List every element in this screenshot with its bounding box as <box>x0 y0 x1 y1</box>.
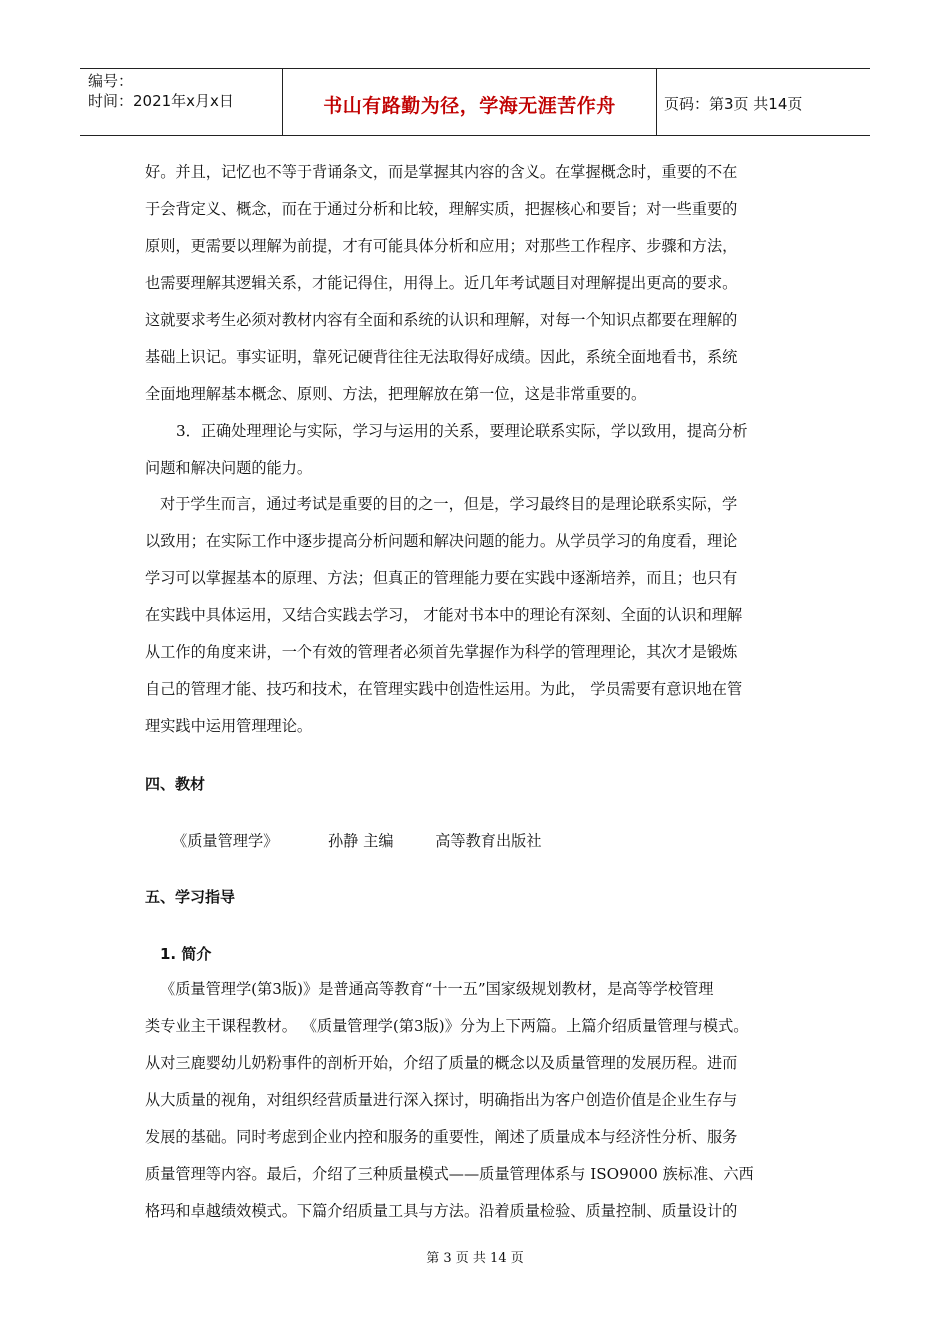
sub-heading: 1. 简介 <box>160 945 212 963</box>
section-heading: 四、教材 <box>145 775 206 793</box>
body-line: 质量管理等内容。最后，介绍了三种质量模式——质量管理体系与 ISO9000 族标准、六西 <box>145 1165 754 1183</box>
body-line: 对于学生而言，通过考试是重要的目的之一，但是，学习最终目的是理论联系实际，学 <box>160 495 738 513</box>
body-line: 从大质量的视角，对组织经营质量进行深入探讨，明确指出为客户创造价值是企业生存与 <box>145 1091 738 1109</box>
body-line: 原则，更需要以理解为前提，才有可能具体分析和应用；对那些工作程序、步骤和方法， <box>145 237 738 255</box>
header-number: 编号： <box>88 72 134 90</box>
body-line: 从对三鹿婴幼儿奶粉事件的剖析开始，介绍了质量的概念以及质量管理的发展历程。进而 <box>145 1054 738 1072</box>
body-line: 在实践中具体运用，又结合实践去学习， 才能对书本中的理论有深刻、全面的认识和理解 <box>145 606 743 624</box>
header-divider <box>656 69 657 135</box>
section-heading: 五、学习指导 <box>145 888 236 906</box>
body-line: 发展的基础。同时考虑到企业内控和服务的重要性，阐述了质量成本与经济性分析、服务 <box>145 1128 738 1146</box>
body-line: 以致用；在实际工作中逐步提高分析问题和解决问题的能力。从学员学习的角度看，理论 <box>145 532 738 550</box>
page-footer: 第 3 页 共 14 页 <box>426 1251 524 1266</box>
body-line: 格玛和卓越绩效模式。下篇介绍质量工具与方法。沿着质量检验、质量控制、质量设计的 <box>145 1202 738 1220</box>
body-line: 自己的管理才能、技巧和技术，在管理实践中创造性运用。为此， 学员需要有意识地在管 <box>145 680 743 698</box>
body-line: 类专业主干课程教材。 《质量管理学(第3版)》分为上下两篇。上篇介绍质量管理与模式。 <box>145 1017 749 1035</box>
body-line: 这就要求考生必须对教材内容有全面和系统的认识和理解，对每一个知识点都要在理解的 <box>145 311 738 329</box>
body-line: 学习可以掌握基本的原理、方法；但真正的管理能力要在实践中逐渐培养，而且；也只有 <box>145 569 738 587</box>
book-title: 《质量管理学》 <box>172 832 279 850</box>
body-line: 基础上识记。事实证明，靠死记硬背往往无法取得好成绩。因此，系统全面地看书，系统 <box>145 348 738 366</box>
textbook-entry <box>172 831 542 851</box>
body-line: 全面地理解基本概念、原则、方法，把理解放在第一位，这是非常重要的。 <box>145 385 647 403</box>
header-date: 时间：2021年x月x日 <box>88 92 234 110</box>
body-line: 3．正确处理理论与实际，学习与运用的关系，要理论联系实际，学以致用，提高分析 <box>176 422 748 440</box>
header-motto: 书山有路勤为径，学海无涯苦作舟 <box>323 95 616 117</box>
page-header <box>80 68 870 136</box>
header-meta <box>88 71 278 111</box>
body-line: 好。并且，记忆也不等于背诵条文，而是掌握其内容的含义。在掌握概念时，重要的不在 <box>145 163 738 181</box>
body-line: 理实践中运用管理理论。 <box>145 717 313 735</box>
book-publisher: 高等教育出版社 <box>435 832 542 850</box>
body-line: 于会背定义、概念，而在于通过分析和比较，理解实质，把握核心和要旨；对一些重要的 <box>145 200 738 218</box>
body-line: 问题和解决问题的能力。 <box>145 459 313 477</box>
body-line: 《质量管理学(第3版)》是普通高等教育“十一五”国家级规划教材，是高等学校管理 <box>160 980 714 998</box>
body-line: 从工作的角度来讲，一个有效的管理者必须首先掌握作为科学的管理理论，其次才是锻炼 <box>145 643 738 661</box>
body-line: 也需要理解其逻辑关系，才能记得住，用得上。近几年考试题目对理解提出更高的要求。 <box>145 274 738 292</box>
book-author: 孙静 主编 <box>327 832 394 850</box>
header-page-info: 页码：第3页 共14页 <box>664 95 803 113</box>
